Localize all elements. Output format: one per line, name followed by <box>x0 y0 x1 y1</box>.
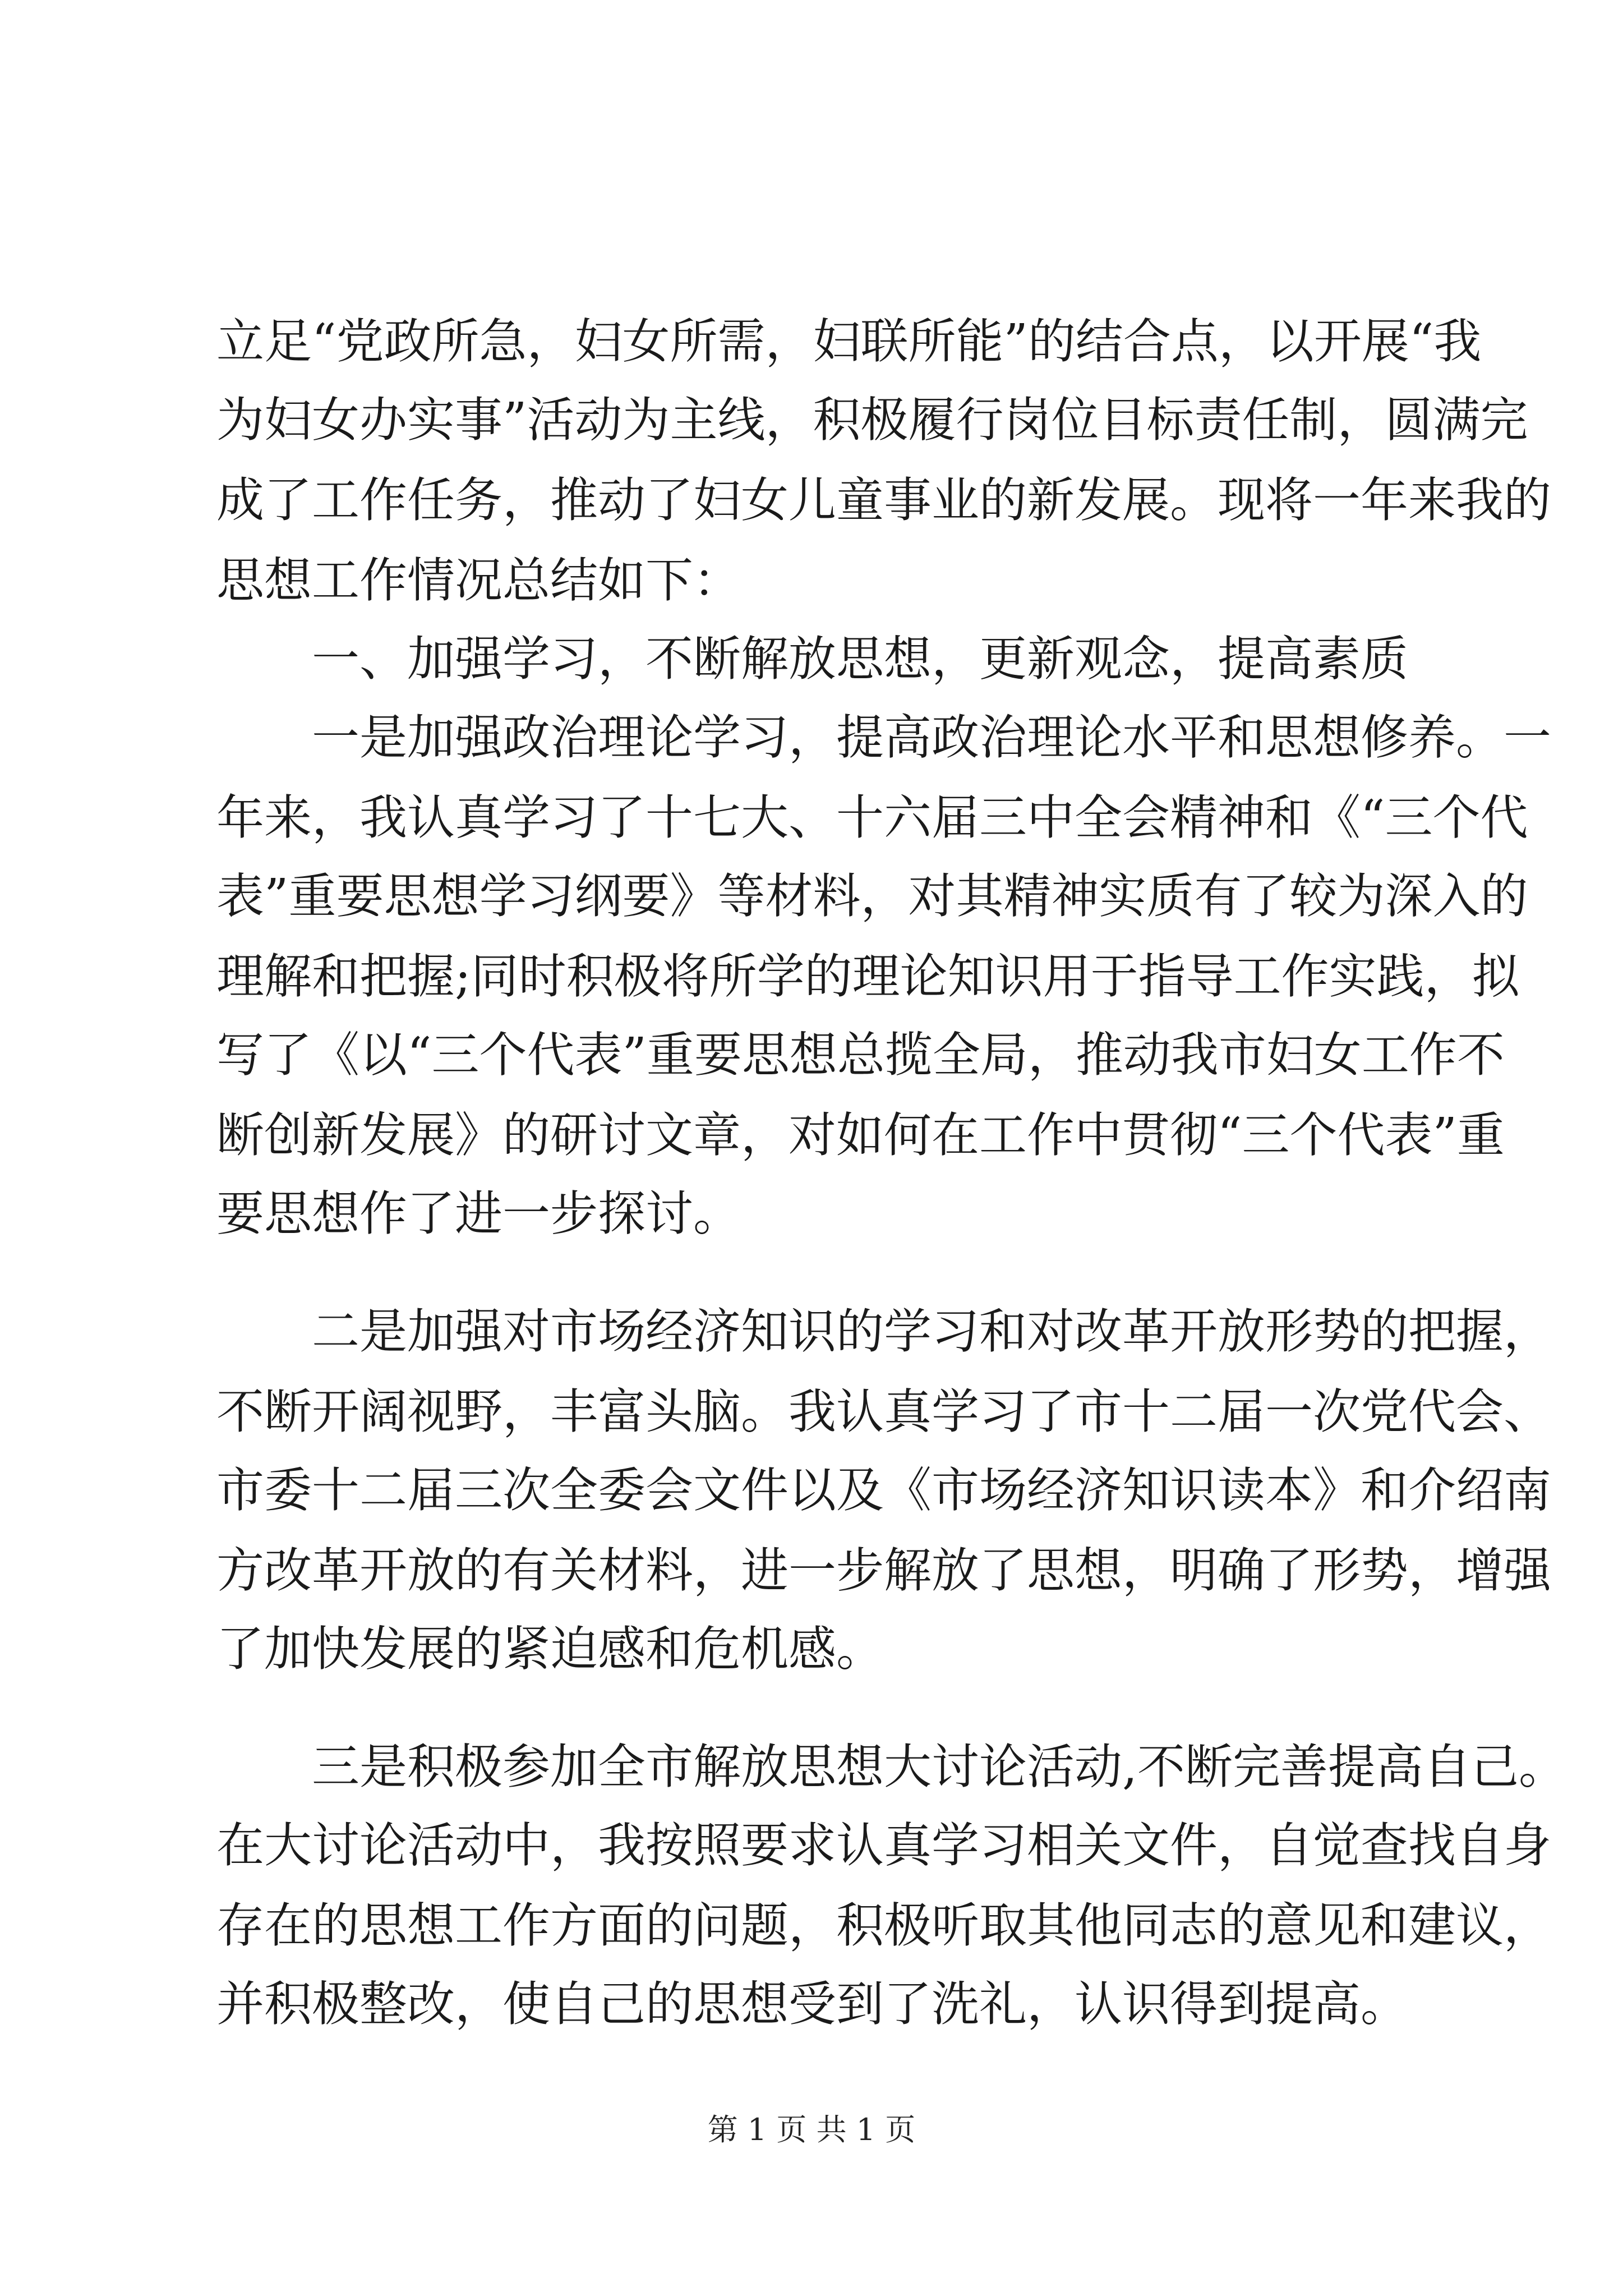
text-line: 二是加强对市场经济知识的学习和对改革开放形势的把握， <box>312 1304 1552 1360</box>
text-line: 要思想作了进一步探讨。 <box>216 1186 741 1242</box>
text-line: 并积极整改，使自己的思想受到了洗礼，认识得到提高。 <box>216 1977 1409 2032</box>
page-footer: 第 1 页 共 1 页 <box>707 2112 916 2147</box>
text-line: 年来，我认真学习了十七大、十六届三中全会精神和《“三个代 <box>216 790 1528 846</box>
text-line: 了加快发展的紧迫感和危机感。 <box>216 1622 884 1677</box>
text-line: 一、加强学习，不断解放思想，更新观念，提高素质 <box>312 632 1409 687</box>
text-line: 不断开阔视野，丰富头脑。我认真学习了市十二届一次党代会、 <box>216 1384 1552 1440</box>
text-line: 为妇女办实事”活动为主线，积极履行岗位目标责任制，圆满完 <box>216 393 1528 448</box>
text-line: 市委十二届三次全委会文件以及《市场经济知识读本》和介绍南 <box>216 1463 1552 1519</box>
text-line: 一是加强政治理论学习，提高政治理论水平和思想修养。一 <box>312 710 1552 766</box>
text-line: 立足“党政所急，妇女所需，妇联所能”的结合点，以开展“我 <box>216 314 1482 370</box>
text-line: 断创新发展》的研讨文章，对如何在工作中贯彻“三个代表”重 <box>216 1108 1505 1163</box>
text-line: 方改革开放的有关材料，进一步解放了思想，明确了形势，增强 <box>216 1543 1552 1599</box>
text-line: 表”重要思想学习纲要》等材料，对其精神实质有了较为深入的 <box>216 869 1528 924</box>
text-line: 存在的思想工作方面的问题，积极听取其他同志的意见和建议， <box>216 1898 1552 1954</box>
text-line: 思想工作情况总结如下： <box>216 553 741 609</box>
text-line: 三是积极参加全市解放思想大讨论活动,不断完善提高自己。 <box>312 1740 1567 1795</box>
text-line: 写了《以“三个代表”重要思想总揽全局，推动我市妇女工作不 <box>216 1028 1505 1083</box>
text-line: 成了工作任务，推动了妇女儿童事业的新发展。现将一年来我的 <box>216 473 1552 528</box>
text-line: 理解和把握;同时积极将所学的理论知识用于指导工作实践，拟 <box>216 949 1520 1005</box>
text-line: 在大讨论活动中，我按照要求认真学习相关文件，自觉查找自身 <box>216 1818 1552 1874</box>
